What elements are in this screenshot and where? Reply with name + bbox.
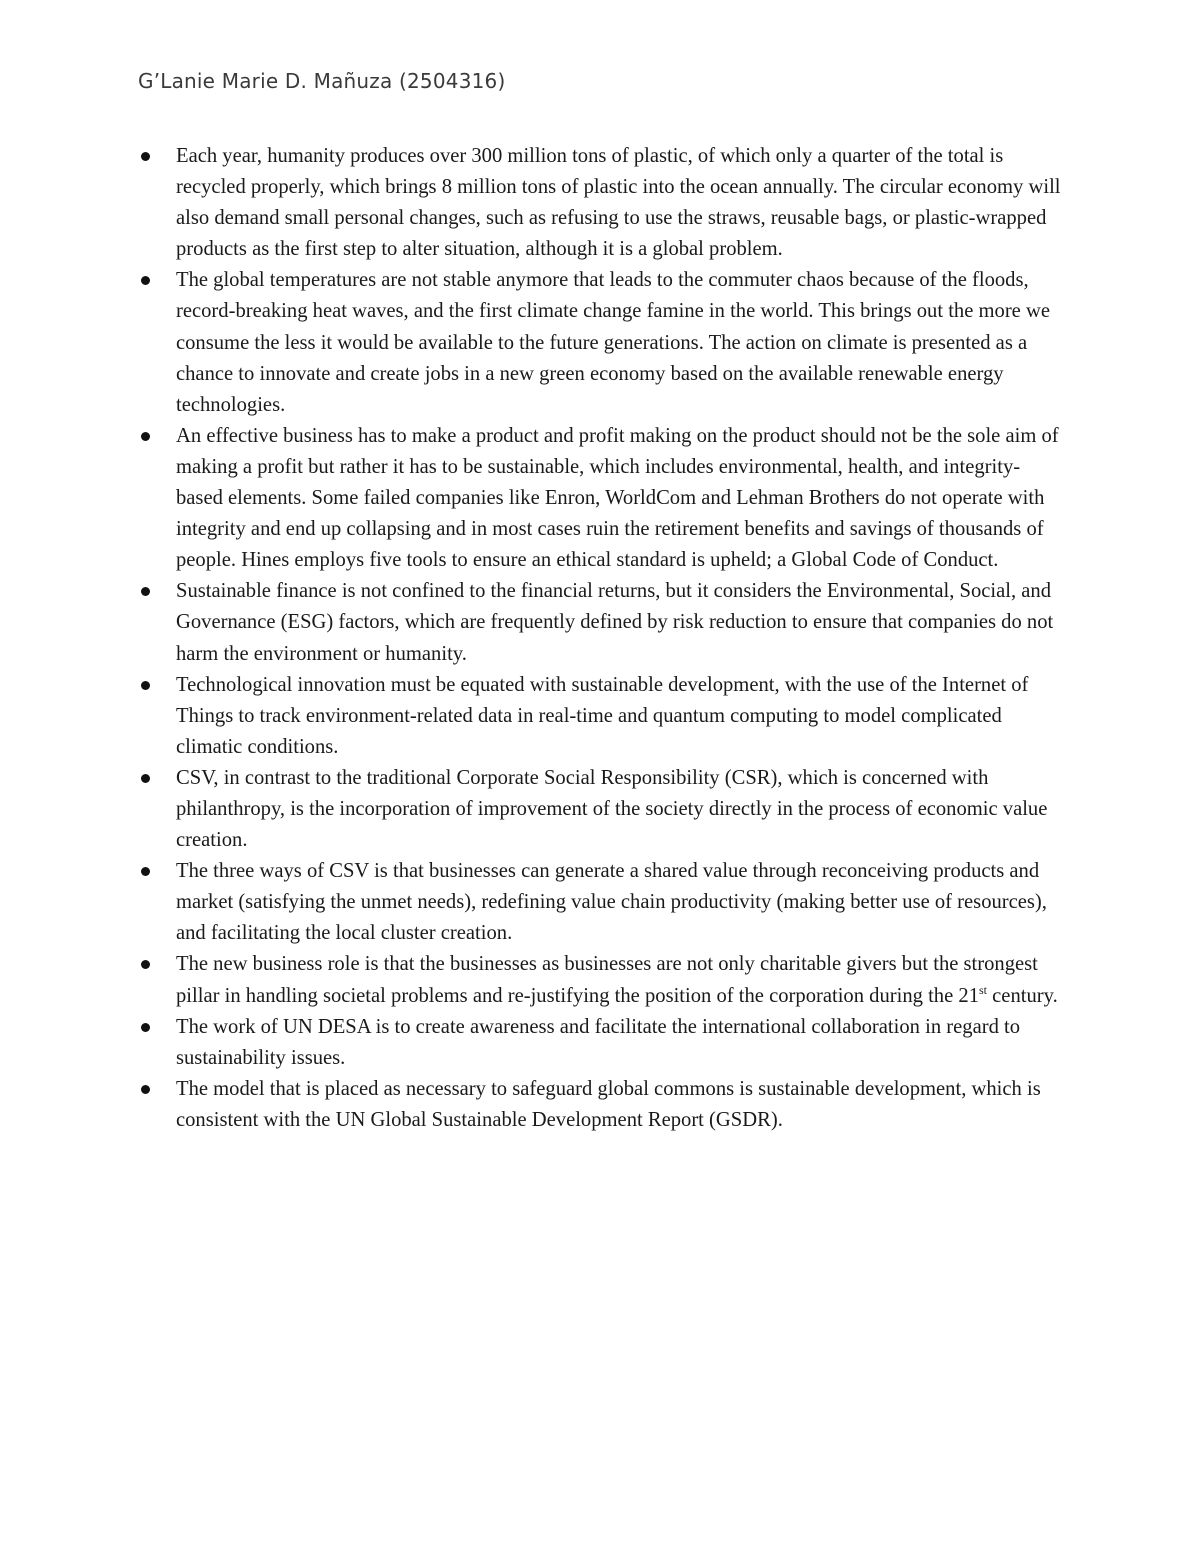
bullet-icon — [141, 152, 150, 161]
bullet-icon — [141, 681, 150, 690]
ordinal-superscript: st — [979, 982, 988, 997]
bullet-text: Each year, humanity produces over 300 million tons of plastic, of which only a quarter of the total is recycled properly, which brings 8 million tons of plastic into the ocean annually. The circular economy will also demand small personal changes, such as refusing to use the straws, reusable bags, or plastic-wrapped products as the first step to alter situation, although it is a global problem. — [176, 145, 1061, 261]
bullet-icon — [141, 960, 150, 969]
bullet-icon — [141, 867, 150, 876]
bullet-text: CSV, in contrast to the traditional Corporate Social Responsibility (CSR), which is concerned with philanthropy, is the incorporation of improvement of the society directly in the process of economic value creation. — [176, 766, 1048, 852]
bullet-text: Technological innovation must be equated with sustainable development, with the use of the Internet of Things to track environment-related data in real-time and quantum computing to model complicated climatic conditions. — [176, 673, 1029, 758]
list-item — [140, 670, 1065, 763]
bullet-text-before-superscript: The new business role is that the businesses as businesses are not only charitable givers but the strongest pillar in handling societal problems and re-justifying the position of the corporation during the 21 — [176, 953, 1038, 1007]
list-item — [140, 421, 1065, 576]
list-item — [140, 265, 1065, 420]
bullet-text: The work of UN DESA is to create awareness and facilitate the international collaboration in regard to sustainability issues. — [176, 1015, 1021, 1069]
bullet-icon — [141, 774, 150, 783]
bullet-icon — [141, 587, 150, 596]
bullet-icon — [141, 432, 150, 441]
list-item — [140, 856, 1065, 949]
list-item — [140, 141, 1065, 265]
bullet-icon — [141, 276, 150, 285]
bullet-list — [140, 141, 1065, 1136]
bullet-icon — [141, 1085, 150, 1094]
list-item — [140, 949, 1065, 1011]
bullet-text: An effective business has to make a product and profit making on the product should not be the sole aim of making a profit but rather it has to be sustainable, which includes environmental, health, and integrity-based elements. Some failed companies like Enron, WorldCom and Lehman Brothers do not operate with integrity and end up collapsing and in most cases ruin the retirement benefits and savings of thousands of people. Hines employs five tools to ensure an ethical standard is upheld; a Global Code of Conduct. — [176, 424, 1059, 572]
bullet-text: The global temperatures are not stable anymore that leads to the commuter chaos because of the floods, record-breaking heat waves, and the first climate change famine in the world. This brings out the more we consume the less it would be available to the future generations. The action on climate is presented as a chance to innovate and create jobs in a new green economy based on the available renewable energy technologies. — [176, 269, 1050, 416]
list-item — [140, 576, 1065, 669]
list-item — [140, 1012, 1065, 1074]
bullet-text: The three ways of CSV is that businesses can generate a shared value through reconceiving products and market (satisfying the unmet needs), redefining value chain productivity (making better use of resources), and facilitating the local cluster creation. — [176, 860, 1047, 945]
bullet-text-after-superscript: century. — [987, 984, 1058, 1007]
bullet-text: Sustainable finance is not confined to the financial returns, but it considers the Environmental, Social, and Governance (ESG) factors, which are frequently defined by risk reduction to ensure that companies do not harm the environment or humanity. — [176, 580, 1054, 665]
list-item — [140, 1074, 1065, 1136]
bullet-text: The model that is placed as necessary to safeguard global commons is sustainable development, which is consistent with the UN Global Sustainable Development Report (GSDR). — [176, 1077, 1041, 1131]
author-header: G’Lanie Marie D. Mañuza (2504316) — [138, 69, 506, 93]
list-item — [140, 763, 1065, 856]
bullet-icon — [141, 1023, 150, 1032]
